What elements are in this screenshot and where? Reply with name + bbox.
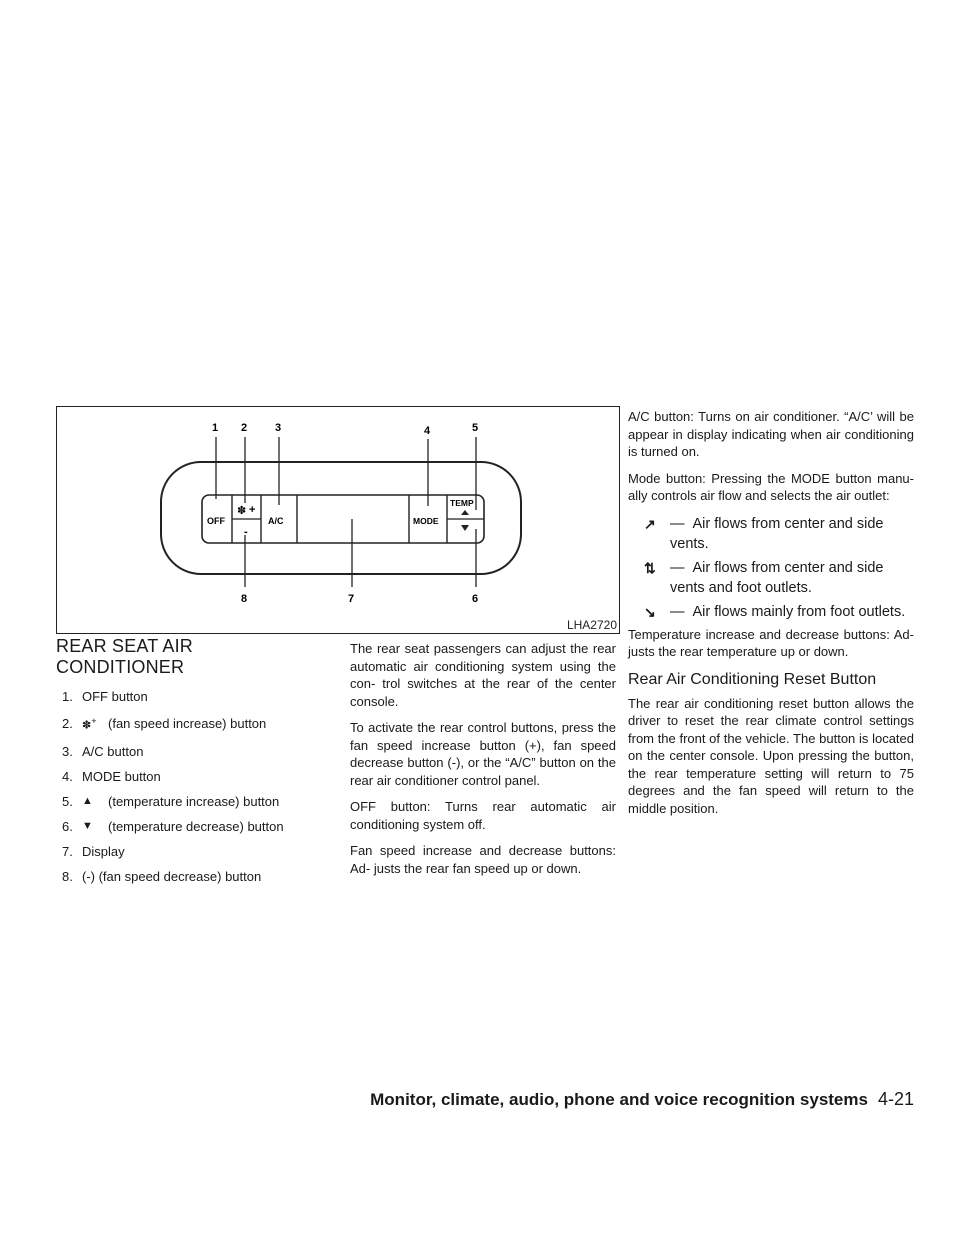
callout-5: 5 xyxy=(472,422,479,434)
footer-title: Monitor, climate, audio, phone and voice recognition systems xyxy=(370,1090,868,1109)
callout-8: 8 xyxy=(241,593,248,605)
down-arrow-icon: ▼ xyxy=(82,819,93,832)
foot-icon: ↘ xyxy=(644,603,656,620)
fan-plus-icon: ✽+ xyxy=(82,716,97,732)
list-item: 8. (-) (fan speed decrease) button xyxy=(62,868,262,884)
temp-up-icon xyxy=(461,510,469,515)
temp-label: TEMP xyxy=(450,498,474,508)
ac-paragraph: A/C button: Turns on air conditioner. “A/C’ will be appear in display indicating when air conditioning is turned on. xyxy=(628,409,914,459)
paragraph: The rear seat passengers can adjust the rear automatic air conditioning system using the con- trol switches at the rear of the center console. xyxy=(350,641,616,709)
ac-label: A/C xyxy=(268,516,284,526)
page-number: 4-21 xyxy=(877,1089,914,1109)
temp-paragraph: Temperature increase and decrease buttons: Ad- justs the rear temperature up or down. xyxy=(628,626,914,659)
temp-down-icon xyxy=(461,525,469,531)
figure-code: LHA2720 xyxy=(566,618,617,632)
callout-7: 7 xyxy=(348,593,355,605)
list-item: 7. Display xyxy=(62,843,125,859)
vent-icon: ↗ xyxy=(644,515,656,532)
paragraph: To activate the rear control buttons, press the fan speed increase button (+), fan speed decrease button (-), or the “A/C” button on the rear air conditioner control panel. xyxy=(350,720,616,788)
fan-plus-label: + xyxy=(249,504,256,516)
callout-6: 6 xyxy=(472,593,479,605)
mode-item: ↘ — Air flows mainly from foot outlets. xyxy=(628,602,914,622)
section-title: REAR SEAT AIR CONDITIONER xyxy=(56,636,193,677)
paragraph: Fan speed increase and decrease buttons: Ad- justs the rear fan speed up or down. xyxy=(350,843,616,876)
callout-3: 3 xyxy=(275,422,282,434)
callout-1: 1 xyxy=(212,422,219,434)
list-item: 4. MODE button xyxy=(62,768,161,784)
mode-item: ⇅ — Air flows from center and side vents and foot outlets. xyxy=(628,558,914,598)
callout-4: 4 xyxy=(424,425,431,437)
bilevel-icon: ⇅ xyxy=(644,559,656,576)
list-item: 6. ▼ (temperature decrease) button xyxy=(62,818,284,834)
component-list xyxy=(56,688,320,885)
up-arrow-icon: ▲ xyxy=(82,794,93,807)
page-footer xyxy=(370,1089,914,1110)
list-item: 5. ▲ (temperature increase) button xyxy=(62,793,280,809)
fan-icon: ✽ xyxy=(237,504,247,517)
reset-paragraph: The rear air conditioning reset button allows the driver to reset the rear climate control settings from the front of the vehicle. The button is located on the center console. Upon pressing the button, the rear temperature setting will return to 75 degrees and the fan speed will return to the middle position. xyxy=(628,695,914,816)
mode-label: MODE xyxy=(413,516,439,526)
callout-2: 2 xyxy=(241,422,248,434)
column-3 xyxy=(628,408,914,826)
control-panel-diagram xyxy=(57,407,621,635)
fan-minus-label: - xyxy=(244,526,248,538)
subheading: Rear Air Conditioning Reset Button xyxy=(628,670,877,688)
paragraph: OFF button: Turns rear automatic air conditioning system off. xyxy=(350,799,616,832)
column-2 xyxy=(350,640,616,886)
list-item: 1. OFF button xyxy=(62,689,148,704)
mode-item: ↗ — Air flows from center and side vents. xyxy=(628,514,914,554)
list-item: 2. ✽+ (fan speed increase) button xyxy=(62,713,320,735)
list-item: 3. A/C button xyxy=(62,743,144,759)
off-label: OFF xyxy=(207,516,225,526)
control-panel-figure xyxy=(56,406,620,634)
column-1 xyxy=(56,636,320,893)
mode-paragraph: Mode button: Pressing the MODE button manu- ally controls air flow and selects the air outlet: xyxy=(628,470,914,503)
